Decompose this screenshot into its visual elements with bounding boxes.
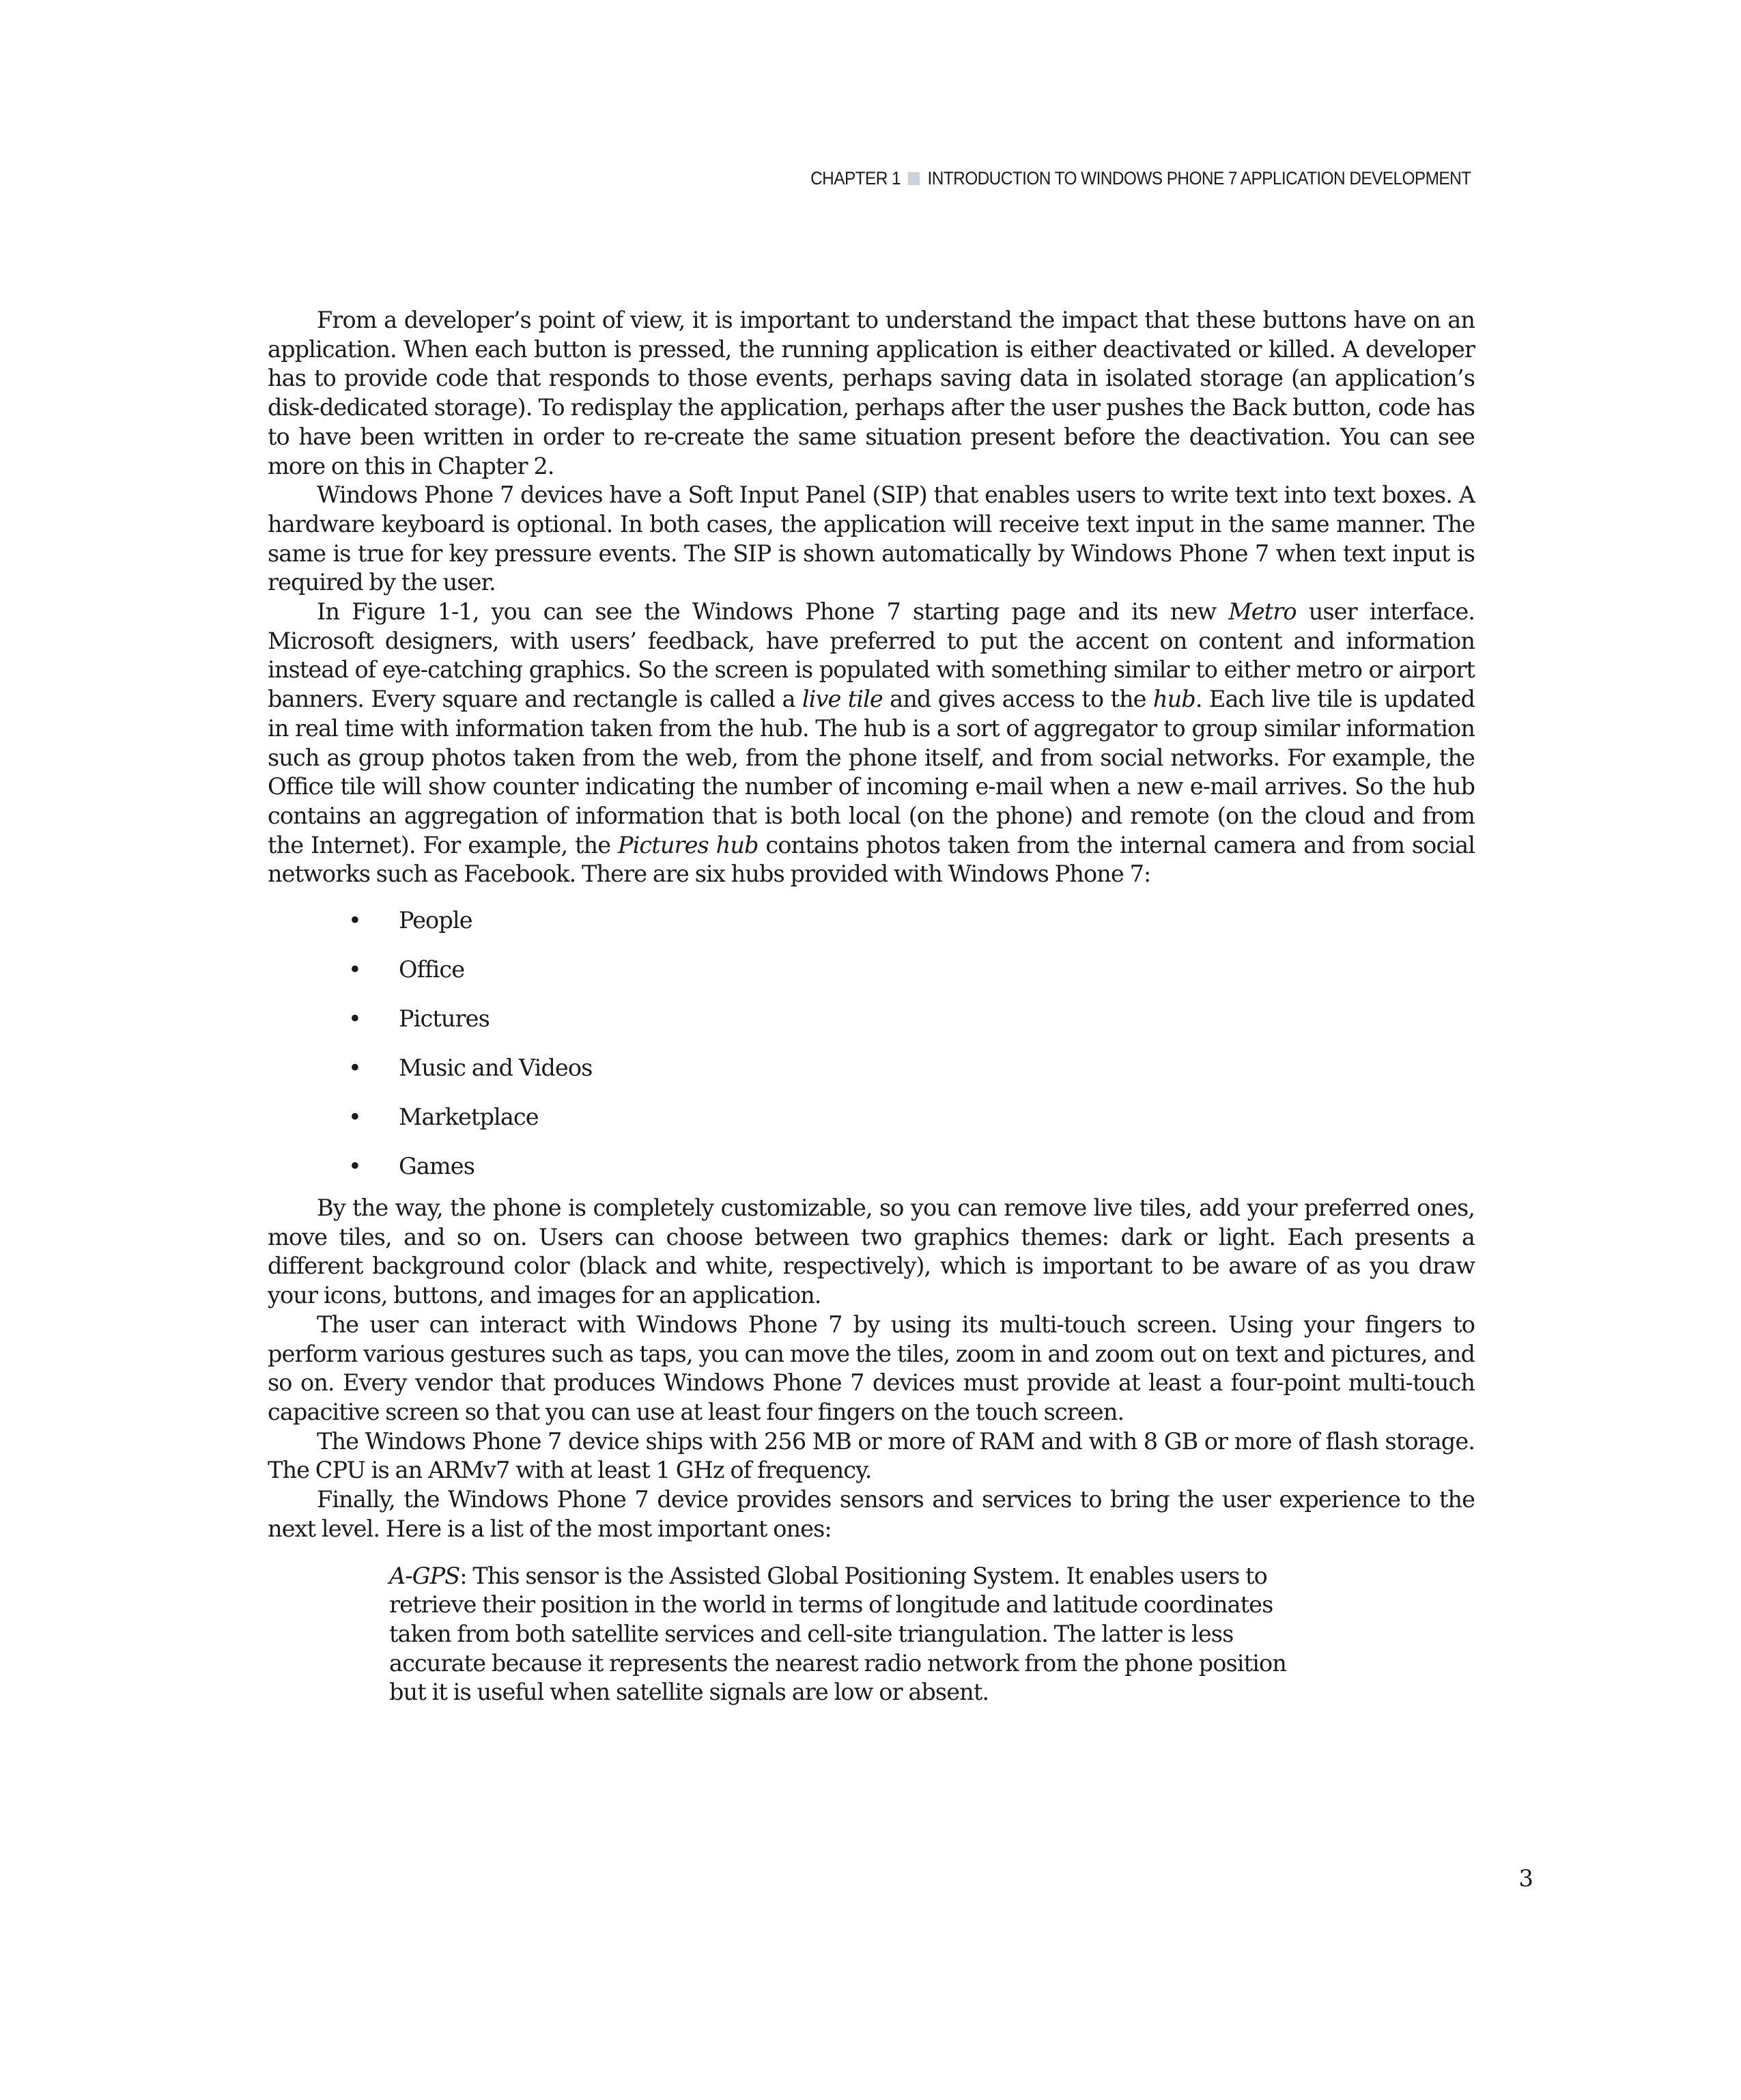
sensor-agps: A-GPS: This sensor is the Assisted Global Positioning System. It enables users to retrieve their position in the world in terms of longitude and latitude coordinates taken from both satellite services and cell-site triangulation. The latter is less accurate because it represents the nearest radio network from the phone position but it is useful when satellite signals are low or absent. [389,1562,1286,1706]
bullet-icon: • [348,907,361,934]
bullet-icon: • [348,1104,361,1131]
list-item: • Pictures [268,994,1475,1044]
term-hub: hub [1152,686,1195,713]
paragraph-buttons: From a developer’s point of view, it is important to understand the impact that these buttons have on an application. When each button is pressed, the running application is either deactivated or killed. A developer has to provide code that responds to those events, perhaps saving data in isolated storage (an application’s disk-dedicated storage). To redisplay the application, perhaps after the user pushes the Back button, code has to have been written in order to re-create the same situation present before the deactivation. You can see more on this in Chapter 2. [268,307,1475,479]
paragraph-sensors: Finally, the Windows Phone 7 device provides sensors and services to bring the user experience to the next level. Here is a list of the most important ones: [268,1486,1475,1542]
term-agps: A-GPS [389,1562,460,1589]
bullet-icon: • [348,1153,361,1180]
bullet-icon: • [348,956,361,983]
list-item: • People [268,896,1475,945]
paragraph-metro: In Figure 1-1, you can see the Windows Phone 7 starting page and its new Metro user interface. Microsoft designers, with users’ feedback, have preferred to put the accent on content and information instead of eye-catching graphics. So the screen is populated with something similar to either metro or airport banners. Every square and rectangle is called a live tile and gives access to the hub. Each live tile is updated in real time with information taken from the hub. The hub is a sort of aggregator to group similar information such as group photos taken from the web, from the phone itself, and from social networks. For example, the Office tile will show counter indicating the number of incoming e-mail when a new e-mail arrives. So the hub contains an aggregation of information that is both local (on the phone) and remote (on the cloud and from the Internet). For example, the Pictures hub contains photos taken from the internal camera and from social networks such as Facebook. There are six hubs provided with Windows Phone 7: [268,598,1475,888]
list-item: • Music and Videos [268,1044,1475,1093]
list-item: • Marketplace [268,1093,1475,1142]
paragraph-sip: Windows Phone 7 devices have a Soft Input Panel (SIP) that enables users to write text into text boxes. A hardware keyboard is optional. In both cases, the application will receive text input in the same manner. The same is true for key pressure events. The SIP is shown automatically by Windows Phone 7 when text input is required by the user. [268,481,1475,596]
term-pictures-hub: Pictures hub [617,831,759,858]
paragraph-customization: By the way, the phone is completely customizable, so you can remove live tiles, add your preferred ones, move tiles, and so on. Users can choose between two graphics themes: dark or light. Each presents a different background color (black and white, respectively), which is important to be aware of as you draw your icons, buttons, and images for an application. [268,1194,1475,1309]
list-item: • Games [268,1142,1475,1191]
bullet-icon: • [348,1005,361,1033]
page-number: 3 [1518,1865,1533,1892]
running-header [810,168,1471,189]
chapter-label: CHAPTER 1 [810,168,901,188]
header-separator [908,172,920,185]
chapter-title: INTRODUCTION TO WINDOWS PHONE 7 APPLICATION DEVELOPMENT [927,168,1471,188]
bullet-icon: • [348,1054,361,1082]
paragraph-hardware: The Windows Phone 7 device ships with 256 MB or more of RAM and with 8 GB or more of flash storage. The CPU is an ARMv7 with at least 1 GHz of frequency. [268,1427,1475,1484]
paragraph-multitouch: The user can interact with Windows Phone 7 by using its multi-touch screen. Using your fingers to perform various gestures such as taps, you can move the tiles, zoom in and zoom out on text and pictures, and so on. Every vendor that produces Windows Phone 7 devices must provide at least a four-point multi-touch capacitive screen so that you can use at least four fingers on the touch screen. [268,1311,1475,1425]
term-metro: Metro [1228,598,1297,626]
list-item: • Office [268,945,1475,994]
hub-list [268,896,1475,1191]
term-live-tile: live tile [802,686,883,713]
page-body [268,306,1475,1707]
